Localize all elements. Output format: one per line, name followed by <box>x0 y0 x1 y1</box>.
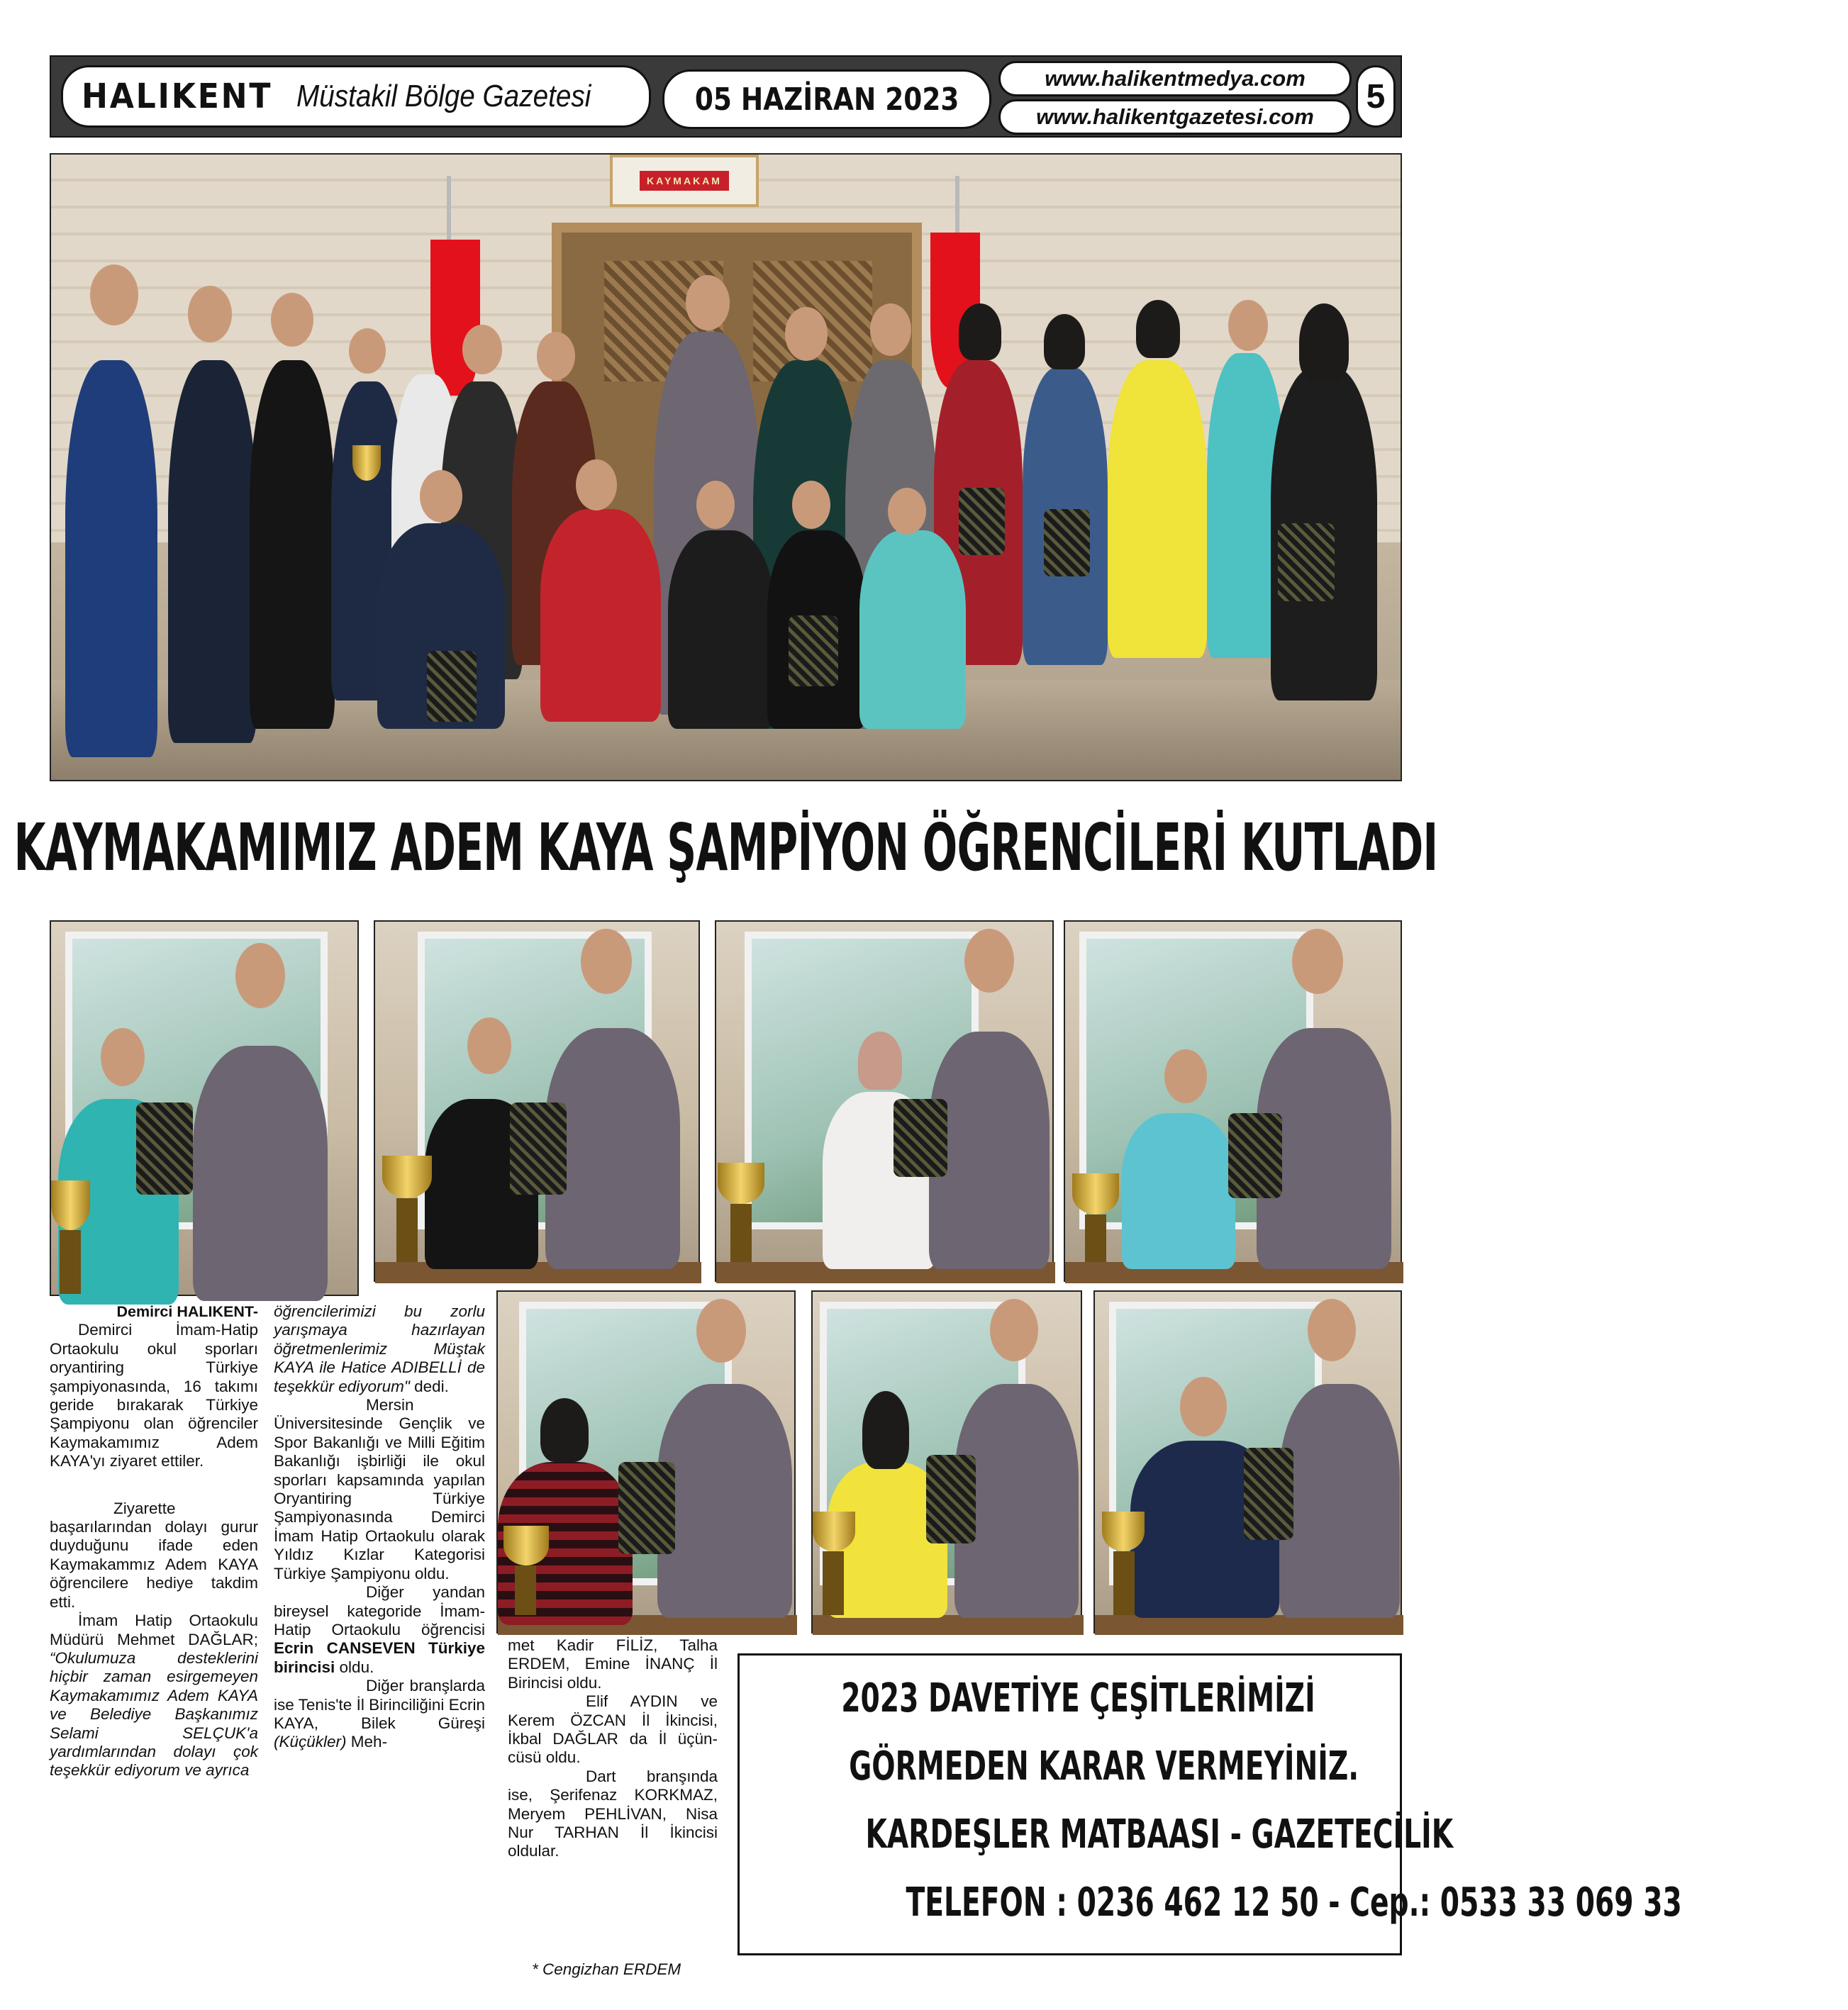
person <box>168 360 257 743</box>
page-number: 5 <box>1356 65 1396 128</box>
gift-bag <box>618 1462 675 1554</box>
trophy <box>51 1180 90 1230</box>
gift-bag <box>789 615 838 686</box>
award-photo-1 <box>50 920 359 1296</box>
trophy <box>503 1526 549 1565</box>
gift-bag <box>926 1455 976 1543</box>
gift-bag <box>1044 509 1090 576</box>
ad-line-1: 2023 DAVETİYE ÇEŞİTLERİMİZİ <box>841 1675 1315 1721</box>
paragraph: Mersin Üniversitesinde Gençlik ve Spor Bakanlığı ve Milli Eğitim Bakanlığı işbirliği ile okul sporları kapsamında yapılan Oryantiring Türkiye Şampiyonasında Demirci İmam Hatip Ortaokulu olarak Yıldız Kızlar Kategorisi Türkiye Şampiyonu oldu. <box>274 1396 485 1582</box>
office-sign: KAYMAKAM <box>610 155 759 207</box>
trophy <box>1072 1173 1119 1215</box>
masthead <box>50 55 1402 138</box>
ad-phone-line: TELEFON : 0236 462 12 50 - Cep.: 0533 33 069 33 <box>906 1880 1682 1926</box>
gift-bag <box>1244 1448 1293 1540</box>
award-photo-4 <box>1064 920 1402 1282</box>
paragraph: Ziyarette başarılarından dolayı gurur duyduğunu ifade eden Kaymakammız Adem KAYA öğrencilere hediye takdim etti. <box>50 1499 258 1611</box>
website-link-1[interactable]: www.halikentmedya.com <box>998 61 1352 96</box>
person <box>668 530 774 729</box>
person <box>250 360 335 729</box>
website-link-2[interactable]: www.halikentgazetesi.com <box>998 99 1352 135</box>
award-photo-3 <box>715 920 1054 1282</box>
gift-bag <box>427 651 477 722</box>
award-photo-6 <box>811 1290 1082 1634</box>
newspaper-subtitle: Müstakil Bölge Gazetesi <box>296 79 591 113</box>
newspaper-name: HALIKENT <box>82 77 273 116</box>
gift-bag <box>894 1099 947 1177</box>
ad-line-3: KARDEŞLER MATBAASI - GAZETECİLİK <box>865 1811 1454 1858</box>
article-column-1 <box>50 1302 258 1780</box>
gift-bag <box>1278 523 1335 601</box>
trophy <box>813 1512 855 1551</box>
person <box>1108 360 1207 658</box>
trophy <box>718 1163 764 1204</box>
award-photo-5 <box>496 1290 796 1634</box>
gift-bag <box>510 1102 567 1195</box>
date-pill <box>662 69 991 129</box>
gift-bag <box>136 1102 193 1195</box>
dateline: Demirci HALIKENT- <box>116 1303 258 1320</box>
ad-line-2: GÖRMEDEN KARAR VERMEYİNİZ. <box>849 1743 1359 1790</box>
turkish-flag-left <box>430 240 480 396</box>
paragraph: İmam Hatip Ortaokulu Müdürü Mehmet DAĞLAR; “Okulumuza desteklerini hiçbir zaman esirgemeyen Kaymakamımız Adem KAYA ve Belediye Başkanımız Selami SELÇUK'a yardımlarından dolayı çok teşekkür ediyorum ve ayrıca <box>50 1612 258 1780</box>
gift-bag <box>1228 1113 1282 1198</box>
paragraph: Diğer branşlarda ise Tenis'te İl Birinciliğini Ecrin KAYA, Bilek Güreşi (Küçükler) Meh- <box>274 1677 485 1751</box>
trophy <box>382 1156 432 1198</box>
paragraph: Diğer yandan bireysel kategoride İmam-Hatip Ortaokulu öğrencisi Ecrin CANSEVEN Türkiye birincisi oldu. <box>274 1583 485 1676</box>
article-column-2 <box>274 1302 485 1752</box>
paragraph: met Kadir FİLİZ, Talha ERDEM, Emine İNANÇ İl Birincisi oldu. <box>508 1636 718 1692</box>
person <box>859 530 966 729</box>
person <box>65 360 157 757</box>
issue-date: 05 HAZİRAN 2023 <box>694 81 959 118</box>
paragraph: Demirci İmam-Hatip Ortaokulu okul sporları oryantiring Türkiye şampiyonasında, 16 takımı geride bırakarak Türkiye Şampiyonu olan öğrenciler Kaymakamımız Adem KAYA'yı ziyaret ettiler. <box>50 1321 258 1470</box>
paragraph: Elif AYDIN ve Kerem ÖZCAN İl İkincisi, İkbal DAĞLAR da İl üçün-cüsü oldu. <box>508 1692 718 1767</box>
paragraph: Dart branşında ise, Şerifenaz KORKMAZ, Meryem PEHLİVAN, Nisa Nur TARHAN İl İkincisi oldular. <box>508 1767 718 1860</box>
advertisement-box <box>737 1653 1682 1955</box>
group-photo <box>50 153 1402 781</box>
gift-bag <box>959 488 1005 555</box>
trophy <box>1102 1512 1145 1551</box>
brand-pill <box>61 65 651 128</box>
headline: KAYMAKAMIMIZ ADEM KAYA ŞAMPİYON ÖĞRENCİLERİ KUTLADI <box>13 809 1438 886</box>
author-signature: * Cengizhan ERDEM <box>532 1960 681 1978</box>
trophy <box>352 445 381 481</box>
article-column-3 <box>508 1636 718 1861</box>
award-photo-2 <box>374 920 700 1282</box>
award-photo-7 <box>1093 1290 1402 1634</box>
paragraph: öğrencilerimizi bu zorlu yarışmaya hazırlayan öğretmenlerimiz Müştak KAYA ile Hatice ADIBELLİ de teşekkür ediyorum" dedi. <box>274 1302 485 1395</box>
person <box>540 509 661 722</box>
